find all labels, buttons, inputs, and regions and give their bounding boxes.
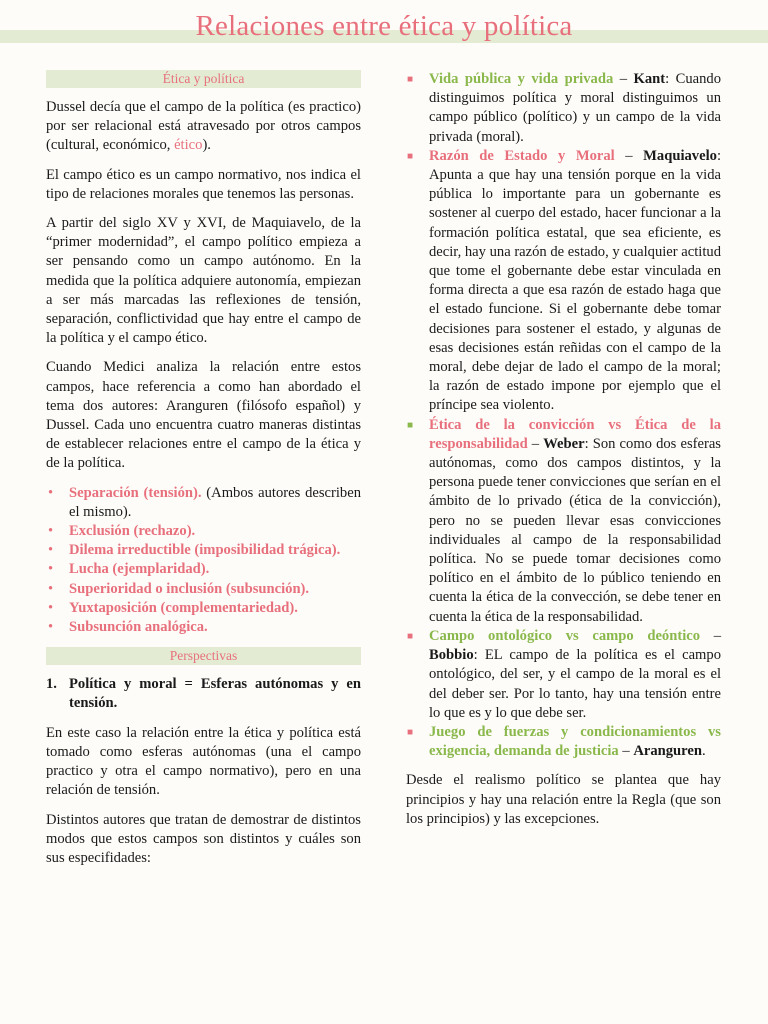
list-item-bobbio — [406, 627, 721, 723]
list-item — [46, 580, 361, 599]
list-item-weber — [406, 416, 721, 627]
square-bullet-icon: ■ — [407, 74, 414, 85]
item-author: Kant — [633, 71, 666, 87]
item-title: Juego de fuerzas y condicionamientos vs exigencia, demanda de justicia — [429, 723, 721, 760]
square-bullet-icon: ■ — [407, 630, 414, 642]
item-author: Bobbio — [429, 647, 474, 664]
item-separator: – — [613, 71, 634, 87]
bullet-icon: • — [48, 580, 54, 597]
square-bullet-icon: ■ — [407, 150, 414, 162]
bullet-icon: • — [48, 523, 54, 540]
bullet-icon: • — [48, 619, 54, 636]
list-item-label: Yuxtaposición (complementariedad). — [69, 599, 298, 616]
item-author: Aranguren — [633, 743, 702, 760]
right-column — [406, 70, 721, 839]
bullet-icon: • — [48, 561, 54, 578]
item-text: . — [701, 743, 706, 760]
list-item-kant — [406, 70, 721, 147]
paragraph-esferas: En este caso la relación entre la ética y política está tomado como esferas autónomas (una el campo practico y otra el campo normativo), pero en una relación de tensión. — [46, 724, 361, 799]
list-item-label: Separación (tensión). — [69, 484, 202, 501]
paragraph-text: ). — [202, 137, 211, 154]
section-heading-etica-politica: Ética y política — [46, 70, 361, 88]
item-text: : Apunta a que hay una tensión porque en la vida pública lo importante para un gobernante es sostener al cuerpo del estado, hacer funcionar a la formación política estatal, que sea eficiente, es decir, hay una razón de estado, y cualquier actitud que tome el gobernante debe estar vinculada en forma directa a que esa razón de estado haga que el estado funcione. Si el gobernante debe tomar decisiones para sostener el estado, y algunas de esas decisiones están reñidas con el campo de la moral, debe dejar de lado el campo de la moral; la razón de estado impone por ejemplo que el príncipe sea violento. — [429, 147, 721, 414]
paragraph-autores: Distintos autores que tratan de demostrar de distintos modos que estos campos son distintos y cuáles son sus especifidades: — [46, 811, 361, 866]
bullet-icon: • — [48, 599, 54, 616]
list-item-text: (Ambos autores describen el mismo). — [69, 484, 361, 520]
numbered-list — [46, 675, 361, 713]
list-item-label: Superioridad o inclusión (subsunción). — [69, 580, 310, 597]
bullet-icon: • — [48, 484, 54, 501]
paragraph-medici: Cuando Medici analiza la relación entre estos campos, hace referencia a como han abordado el tema dos autores: Aranguren (filósofo español) y Dussel. Cada uno encuentra cuatro maneras distintas de establecer relaciones entre el campo de la ética y de la política. — [46, 359, 361, 472]
highlight-etico: ético — [174, 137, 203, 154]
paragraph-text: Dussel decía que el campo de la política (es practico) por ser relacional está atravesado por otros campos (cultural, económico, — [46, 99, 361, 154]
item-text: : Cuando distinguimos política y moral distinguimos un campo público (político) y un campo de la vida privada (moral). — [429, 71, 722, 145]
item-title: Vida pública y vida privada — [429, 71, 614, 87]
bullet-icon: • — [48, 542, 54, 559]
paragraph-realismo: Desde el realismo político se plantea que hay principios y hay una relación entre la Regla (que son los principios) y las excepciones. — [406, 772, 721, 827]
authors-list — [406, 70, 721, 761]
numbered-item-text: Política y moral = Esferas autónomas y en tensión. — [69, 676, 361, 712]
left-column — [46, 70, 361, 878]
square-bullet-icon: ■ — [407, 726, 414, 738]
square-bullet-icon: ■ — [407, 419, 414, 431]
item-title: Razón de Estado y Moral — [429, 147, 615, 164]
list-item-label: Lucha (ejemplaridad). — [69, 561, 210, 578]
paragraph-campo-etico: El campo ético es un campo normativo, nos indica el tipo de relaciones morales que tenemos las personas. — [46, 166, 361, 202]
item-separator: – — [614, 147, 644, 164]
relations-list — [46, 484, 361, 638]
item-text: : EL campo de la política es el campo ontológico, del ser, y el campo de la moral es el del deber ser. Por lo tanto, hay una tensión entre lo que es y lo que debe ser. — [429, 647, 721, 721]
item-separator: – — [618, 743, 634, 760]
list-item-label: Subsunción analógica. — [69, 619, 208, 636]
item-text: : Son como dos esferas autónomas, como dos campos distintos, y la persona puede tener convicciones que serían en el ámbito de lo privado (ética de la convicción), pero no se pueden llevar esas convicciones individuales al campo de la responsabilidad política. No se puede tomar decisiones como político en el ámbito de lo público teniendo en cuenta la ética de la convección, se debe tener en cuenta la ética de la responsabilidad. — [429, 435, 721, 625]
item-author: Weber — [543, 435, 585, 452]
list-item — [46, 618, 361, 637]
list-item — [46, 541, 361, 560]
list-item — [46, 484, 361, 522]
item-author: Maquiavelo — [643, 147, 717, 164]
item-separator: – — [527, 435, 544, 452]
numbered-item — [46, 675, 361, 713]
list-item — [46, 560, 361, 579]
list-item-maquiavelo — [406, 147, 721, 416]
page-title: Relaciones entre ética y política — [195, 10, 573, 42]
item-number: 1. — [46, 676, 57, 693]
section-heading-perspectivas: Perspectivas — [46, 647, 361, 665]
list-item-aranguren — [406, 723, 721, 761]
list-item-label: Exclusión (rechazo). — [69, 523, 196, 540]
list-item-label: Dilema irreductible (imposibilidad trágica). — [69, 542, 341, 559]
item-title: Ética de la convicción vs Ética de la responsabilidad — [429, 416, 721, 452]
list-item — [46, 599, 361, 618]
item-title: Campo ontológico vs campo deóntico — [429, 627, 701, 644]
list-item — [46, 522, 361, 541]
item-separator: – — [700, 627, 721, 644]
paragraph-dussel — [46, 98, 361, 156]
paragraph-maquiavelo: A partir del siglo XV y XVI, de Maquiavelo, de la “primer modernidad”, el campo político empieza a ser pensando como un campo autónomo. En la medida que la política adquiere autonomía, empiezan a ser más marcadas las reflexiones de tensión, separación, conflictividad que hay entre el campo de la política y el campo ético. — [46, 215, 361, 347]
